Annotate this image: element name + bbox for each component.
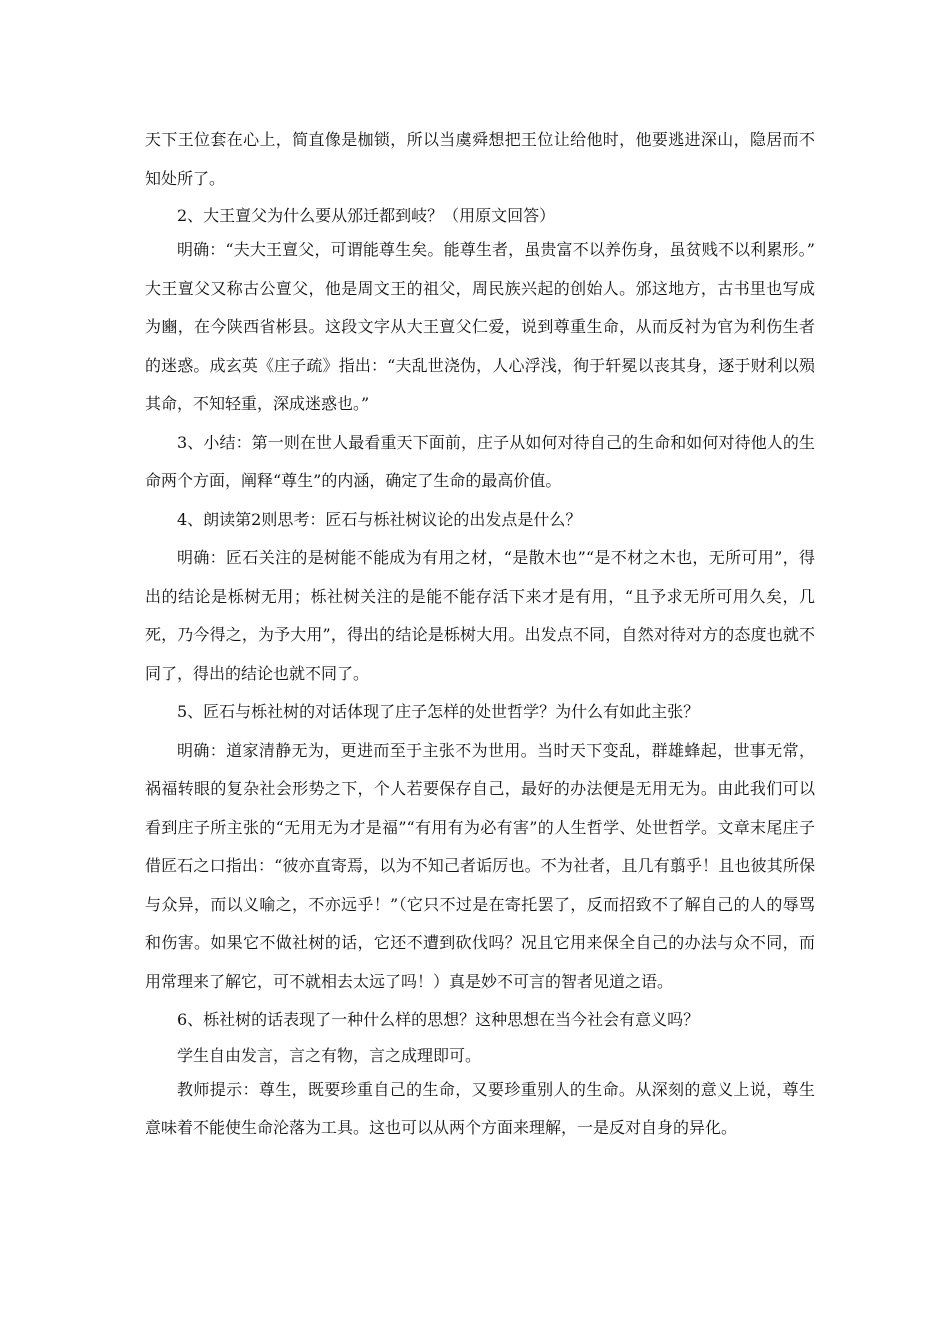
- student-response-note: 学生自由发言，言之有物，言之成理即可。: [177, 1045, 482, 1065]
- document-body: [145, 121, 815, 1148]
- teacher-tip: 教师提示：尊生，既要珍重自己的生命，又要珍重别人的生命。从深刻的意义上说，尊生意味着不能使生命沦落为工具。这也可以从两个方面来理解，一是反对自身的异化。: [145, 1079, 815, 1137]
- summary-3: 3、小结：第一则在世人最看重天下面前，庄子从如何对待自己的生命和如何对待他人的生命两个方面，阐释“尊生”的内涵，确定了生命的最高价值。: [145, 432, 815, 490]
- question-4: 4、朗读第2则思考：匠石与栎社树议论的出发点是什么？: [177, 509, 582, 529]
- question-6: 6、栎社树的话表现了一种什么样的思想？这种思想在当今社会有意义吗？: [177, 1010, 700, 1029]
- question-2: 2、大王亶父为什么要从邠迁都到岐？（用原文回答）: [177, 206, 556, 225]
- paragraph-continuation: 天下王位套在心上，简直像是枷锁，所以当虞舜想把王位让给他时，他要逃进深山，隐居而不知处所了。: [145, 130, 815, 188]
- answer-4: 明确：匠石关注的是树能不能成为有用之材，“是散木也”“是不材之木也，无所可用”，得出的结论是栎树无用；栎社树关注的是能不能存活下来才是有用，“且予求无所可用久矣，几死，乃今得之，为予大用”，得出的结论是栎树大用。出发点不同，自然对待对方的态度也就不同了，得出的结论也就不同了。: [145, 548, 815, 683]
- answer-5: 明确：道家清静无为，更进而至于主张不为世用。当时天下变乱，群雄蜂起，世事无常，祸福转眼的复杂社会形势之下，个人若要保存自己，最好的办法便是无用无为。由此我们可以看到庄子所主张的“无用无为才是福”“有用有为必有害”的人生哲学、处世哲学。文章末尾庄子借匠石之口指出：“彼亦直寄焉，以为不知己者诟厉也。不为社者，且几有翦乎！且也彼其所保与众异，而以义喻之，不亦远乎！”（它只不过是在寄托罢了，反而招致不了解自己的人的辱骂和伤害。如果它不做社树的话，它还不遭到砍伐吗？况且它用来保全自己的办法与众不同，而用常理来了解它，可不就相去太远了吗！）真是妙不可言的智者见道之语。: [145, 740, 815, 991]
- question-5: 5、匠石与栎社树的对话体现了庄子怎样的处世哲学？为什么有如此主张？: [177, 702, 700, 721]
- answer-2: 明确：“夫大王亶父，可谓能尊生矣。能尊生者，虽贵富不以养伤身，虽贫贱不以利累形。” 大王亶父又称古公亶父，他是周文王的祖父，周民族兴起的创始人。邠这地方，古书里也写成为豳，在今陕西省彬县。这段文字从大王亶父仁爱，说到尊重生命，从而反衬为官为利伤生者的迷惑。成玄英《庄子疏》指出：“夫乱世浇伪，人心浮浅，徇于轩冕以丧其身，逐于财利以殒其命，不知轻重，深成迷惑也。”: [145, 240, 815, 413]
